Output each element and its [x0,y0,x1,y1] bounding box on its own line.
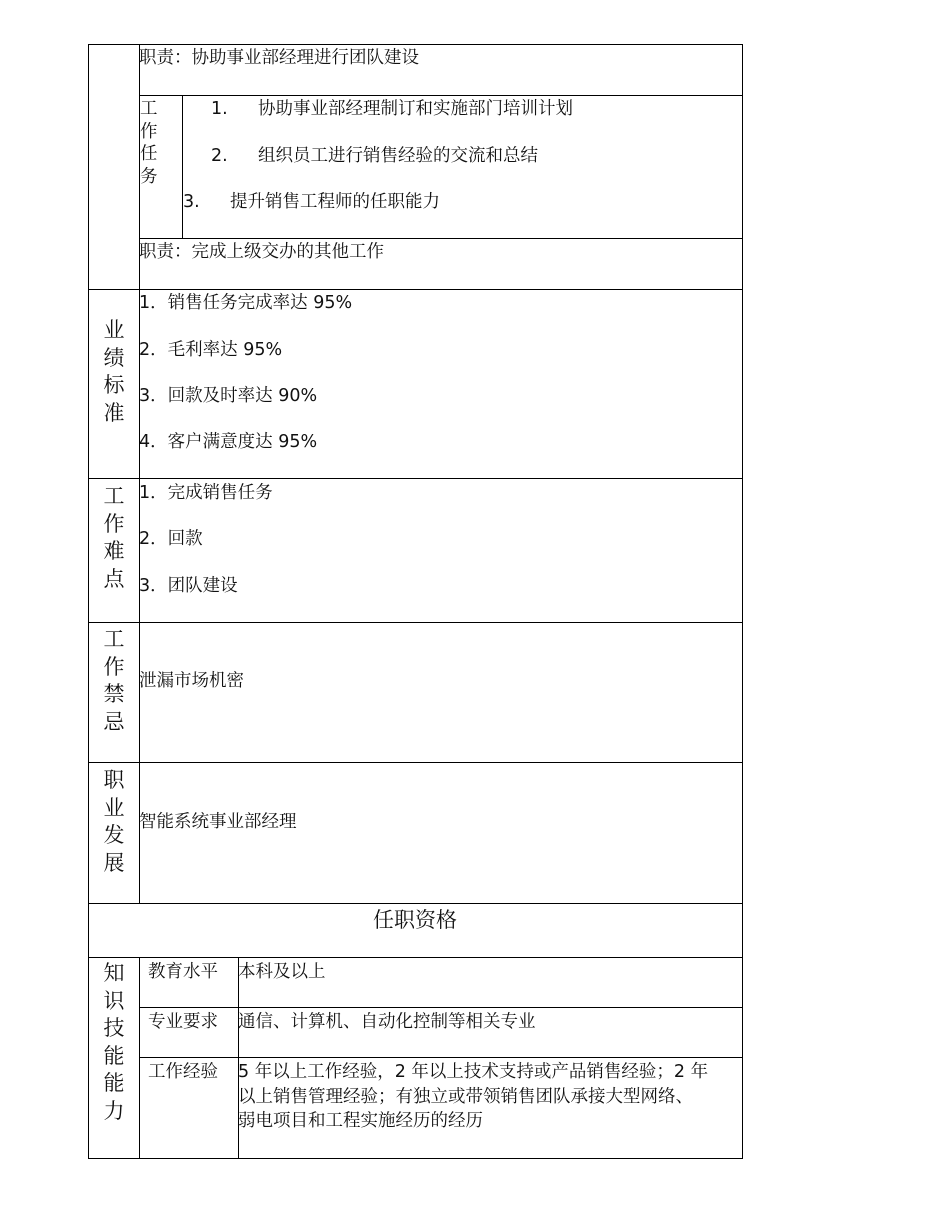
performance-item: 2．毛利率达 95% [139,340,283,360]
qualifications-label: 知 识 技 能 能 力 [103,961,125,1123]
responsibility-text: 职责：协助事业部经理进行团队建设 [139,48,419,68]
performance-item: 3．回款及时率达 90% [139,386,318,406]
task-text: 提升销售工程师的任职能力 [230,192,440,212]
row-divider [88,903,743,904]
difficulties-label: 工 作 难 点 [103,484,125,591]
taboos-label: 工 作 禁 忌 [103,627,125,734]
qualification-value-line: 5 年以上工作经验，2 年以上技术支持或产品销售经验；2 年 [238,1062,709,1082]
qualification-name: 专业要求 [148,1012,218,1032]
taboo-text: 泄漏市场机密 [139,671,244,691]
qualification-name: 教育水平 [148,962,218,982]
row-divider [88,622,743,623]
performance-label: 业 绩 标 准 [103,318,125,425]
performance-item: 1．销售任务完成率达 95% [139,293,353,313]
task-number: 3. [183,192,200,212]
row-divider [88,957,743,958]
career-text: 智能系统事业部经理 [139,812,297,832]
row-divider [139,238,743,239]
tasks-label: 工 作 任 务 [140,99,158,187]
row-divider [139,1007,743,1008]
performance-item: 4．客户满意度达 95% [139,432,318,452]
qualification-value-line: 以上销售管理经验；有独立或带领销售团队承接大型网络、 [238,1087,693,1107]
career-label: 职 业 发 展 [103,768,125,875]
qualification-name: 工作经验 [148,1062,218,1082]
qualification-value-line: 弱电项目和工程实施经历的经历 [238,1111,483,1131]
task-text: 协助事业部经理制订和实施部门培训计划 [258,99,573,119]
qualification-value: 通信、计算机、自动化控制等相关专业 [238,1012,536,1032]
qualification-value: 本科及以上 [238,962,326,982]
tasks-label-divider [182,95,183,238]
difficulty-item: 1．完成销售任务 [139,483,273,503]
row-divider [88,478,743,479]
responsibility-text: 职责：完成上级交办的其他工作 [139,242,384,262]
row-divider [88,289,743,290]
table-border-bottom [88,1158,743,1159]
task-number: 1. [211,99,228,119]
table-border-top [88,44,743,45]
qualifications-title: 任职资格 [373,908,457,932]
difficulty-item: 3．团队建设 [139,576,238,596]
row-divider [139,1057,743,1058]
task-text: 组织员工进行销售经验的交流和总结 [258,146,538,166]
table-border-right [742,44,743,1159]
task-number: 2. [211,146,228,166]
difficulty-item: 2．回款 [139,529,203,549]
row-divider [139,95,743,96]
row-divider [88,762,743,763]
